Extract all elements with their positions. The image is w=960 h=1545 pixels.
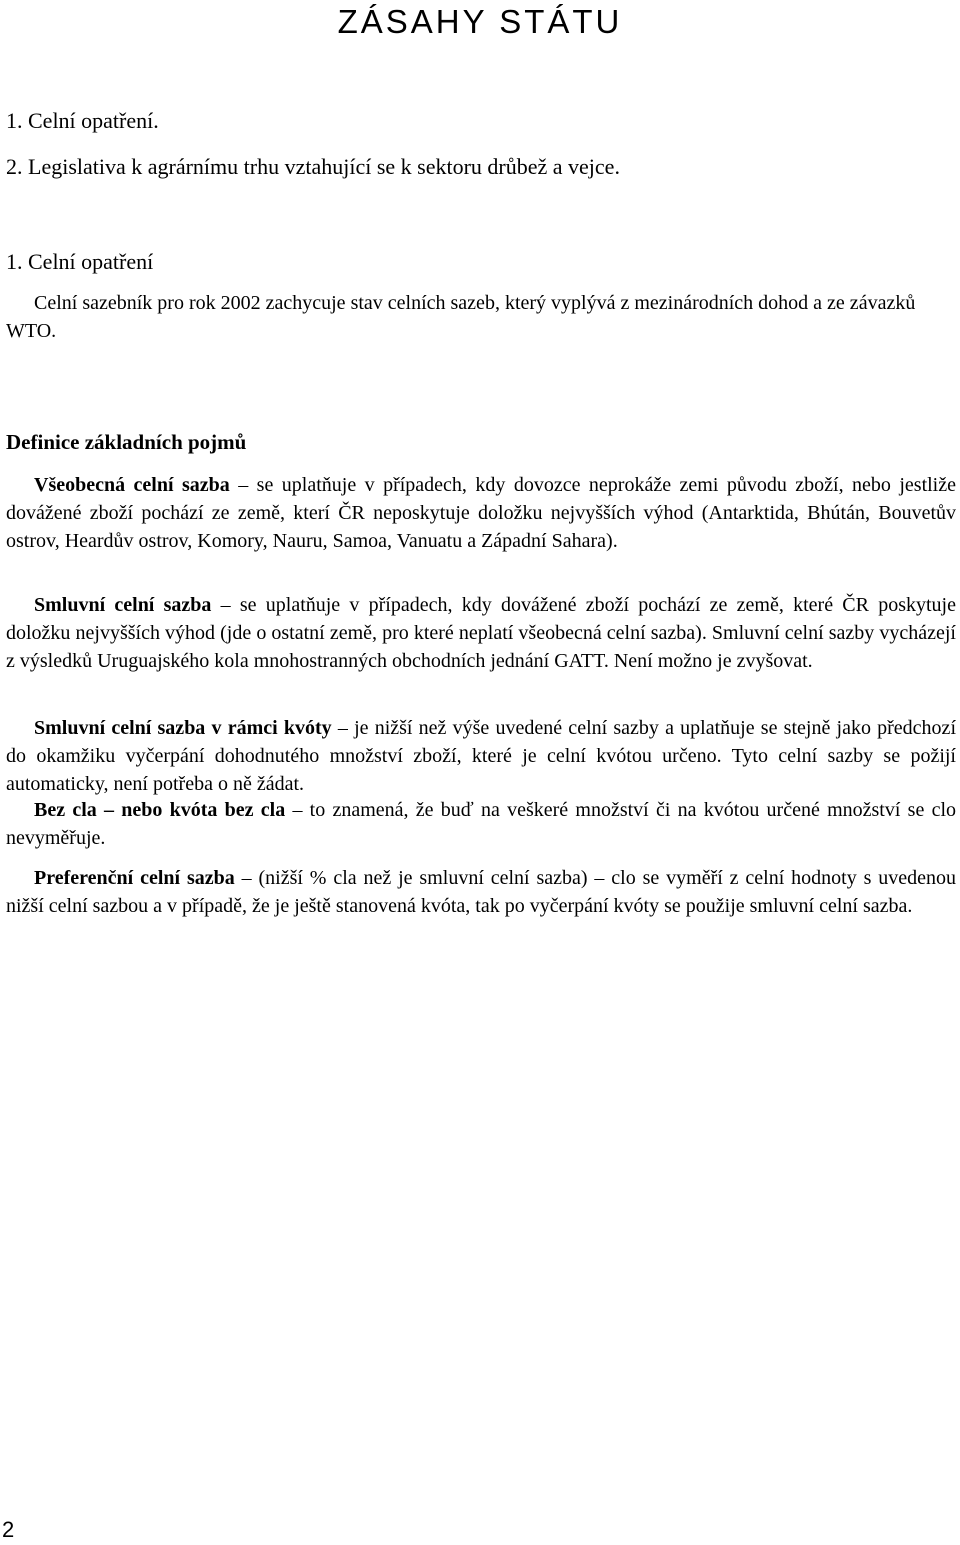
page-number: 2	[2, 1517, 15, 1542]
toc-item-2: 2. Legislativa k agrárnímu trhu vztahující se k sektoru drůbež a vejce.	[6, 154, 620, 179]
definition-paragraph-5	[6, 864, 956, 920]
definition-paragraph-1	[6, 471, 956, 555]
section-intro-text: Celní sazebník pro rok 2002 zachycuje stav celních sazeb, který vyplývá z mezinárodních dohod a ze závazků WTO.	[6, 292, 916, 342]
definition-text-5: – (nižší % cla než je smluvní celní sazba) – clo se vyměří z celní hodnoty s uvedenou nižší celní sazbou a v případě, že je ještě stanovená kvóta, tak po vyčerpání kvóty se použije smluvní celní sazba.	[6, 867, 956, 917]
definition-term-4: Bez cla – nebo kvóta bez cla	[34, 799, 286, 821]
section-heading: 1. Celní opatření	[6, 249, 154, 274]
definition-term-3: Smluvní celní sazba v rámci kvóty	[34, 717, 332, 739]
definition-paragraph-2	[6, 591, 956, 675]
definition-term-2: Smluvní celní sazba	[34, 594, 212, 616]
toc-item-1: 1. Celní opatření.	[6, 108, 159, 133]
section-intro	[6, 289, 956, 345]
definition-text-4: – to znamená, že buď na veškeré množství či na kvótou určené množství se clo nevyměřuje.	[6, 799, 956, 849]
definition-text-3: – je nižší než výše uvedené celní sazby a uplatňuje se stejně jako předchozí do okamžiku vyčerpání dohodnutého množství zboží, které je celní kvótou určeno. Tyto celní sazby se požijí automaticky, není potřeba o ně žádat.	[6, 717, 956, 795]
definition-term-5: Preferenční celní sazba	[34, 867, 235, 889]
definition-term-1: Všeobecná celní sazba	[34, 474, 230, 496]
definition-paragraph-3	[6, 714, 956, 798]
definition-paragraph-4	[6, 796, 956, 852]
definitions-heading: Definice základních pojmů	[6, 430, 247, 454]
page-title: ZÁSAHY STÁTU	[337, 3, 623, 40]
definition-text-2: – se uplatňuje v případech, kdy dovážené zboží pochází ze země, které ČR poskytuje doložku nejvyšších výhod (jde o ostatní země, pro které neplatí všeobecná celní sazba). Smluvní celní sazby vycházejí z výsledků Uruguajského kola mnohostranných obchodních jednání GATT. Není možno je zvyšovat.	[6, 594, 956, 672]
definition-text-1: – se uplatňuje v případech, kdy dovozce neprokáže zemi původu zboží, nebo jestliže dovážené zboží pochází ze země, kterí ČR neposkytuje doložku nejvyšších výhod (Antarktida, Bhútán, Bouvetův ostrov, Heardův ostrov, Komory, Nauru, Samoa, Vanuatu a Západní Sahara).	[6, 474, 956, 552]
